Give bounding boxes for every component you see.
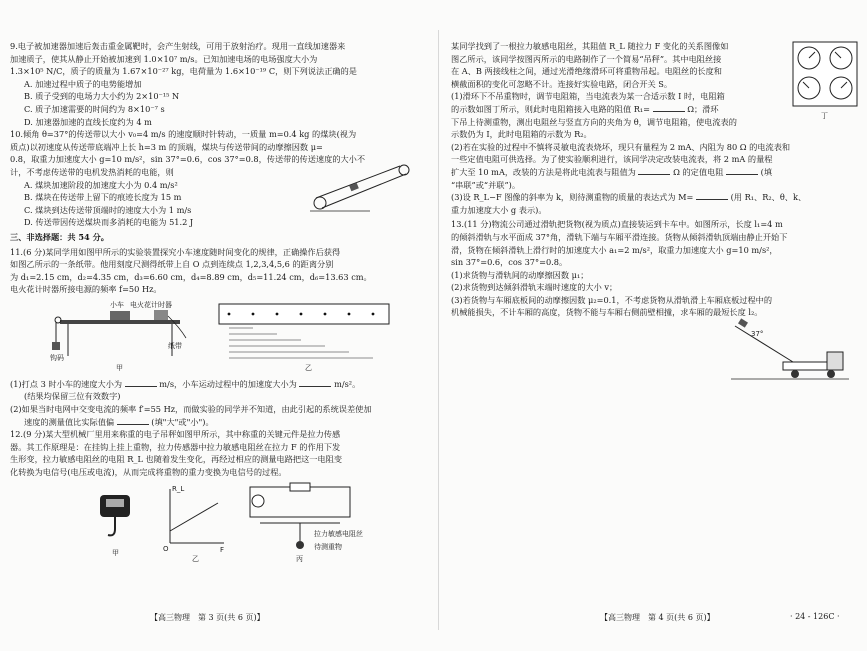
q12-sub3: 重力加速度大小 g 表示)。 [451, 204, 547, 215]
q11-sub1-note: (结果均保留三位有效数字) [24, 391, 121, 402]
q13-stem: sin 37°=0.6，cos 37°=0.8。 [451, 257, 568, 268]
answer-blank[interactable] [117, 416, 149, 425]
q11-stem: 如图乙所示的一条纸带。他用刻度尺测得纸带上自 O 点到连续点 1,2,3,4,5,6 的距离分别 [10, 259, 334, 270]
q10-option-c: C. 煤块到达传送带顶端时的速度大小为 1 m/s [24, 204, 192, 215]
slide-truck-figure [731, 318, 851, 388]
q12-stem: 器。其工作原理是：在挂钩上挂上重物，拉力传感器中拉力敏感电阻丝在拉力 F 的作用下发 [10, 441, 341, 452]
q12-text: 图乙所示，该同学按图丙所示的电路制作了一个简易“吊秤”。其中电阻丝接 [451, 53, 722, 64]
answer-blank[interactable] [125, 378, 157, 387]
exam-code: · 24 - 126C · [790, 612, 840, 621]
q11-stem: 11.(6 分)某同学用如图甲所示的实验装置探究小车速度随时间变化的规律，正确操作后获得 [10, 246, 341, 257]
q13-stem: 滑，货物在倾斜滑轨上滑行时的加速度大小 a₁=2 m/s²，取重力加速度大小 g=10 m/s²， [451, 244, 778, 255]
q11-sub1-text: (1)打点 3 时小车的速度大小为 [10, 378, 123, 389]
q13-sub3: 机械能损失，不计车厢的高度，货物不能与车厢右侧前壁相撞，求车厢的最短长度 l₂。 [451, 307, 763, 318]
q12-text: 横截面积的变化可忽略不计。连接好实验电路，闭合开关 S。 [451, 78, 673, 89]
answer-blank[interactable] [726, 166, 758, 175]
crane-scale-figure [90, 481, 150, 563]
label-timer: 电火花计时器 [130, 300, 172, 309]
label-weight: 待测重物 [314, 542, 342, 551]
q10-option-a: A. 煤块加速阶段的加速度大小为 0.4 m/s² [24, 179, 178, 190]
q12-figures [10, 481, 430, 563]
label-tape: 纸带 [168, 341, 182, 350]
answer-blank[interactable] [696, 191, 728, 200]
q9-option-b: B. 质子受到的电场力大小约为 2×10⁻¹⁵ N [24, 91, 180, 102]
q11-sub1-text: m/s²。 [334, 378, 361, 389]
q12-sub2 [451, 166, 861, 179]
q10-option-b: B. 煤块在传送带上留下的痕迹长度为 15 m [24, 192, 182, 203]
question-13 [451, 218, 861, 339]
q9-option-d: D. 加速器加速的直线长度约为 4 m [24, 116, 152, 127]
q12-sub2-text: 扩大至 10 mA，改装的方法是将此电流表与阻值为 [451, 166, 636, 177]
q11-stem: 为 d₁=2.15 cm，d₂=4.35 cm，d₃=6.60 cm，d₄=8.89 cm，d₅=11.24 cm，d₆=13.63 cm。 [10, 271, 372, 282]
q13-sub3: (3)若货物与车厢底板间的动摩擦因数 μ₂=0.1，不考虑货物从滑轨滑上车厢底板过程中的 [451, 294, 773, 305]
question-9 [10, 40, 430, 128]
answer-blank[interactable] [638, 166, 670, 175]
q10-stem: 10.倾角 θ=37°的传送带以大小 v₀=4 m/s 的速度顺时针转动，一质量 m=0.4 kg 的煤块(视为 [10, 129, 357, 140]
page-4 [451, 40, 861, 339]
circuit-figure [240, 481, 410, 563]
fig-label-bing: 丙 [296, 554, 303, 563]
q10-stem: 计，不考虑传送带的电机发热消耗的电能，则 [10, 166, 174, 177]
axis-x-label: F [220, 545, 225, 554]
q12-sub1: 示数仍为 I，此时电阻箱的示数为 R₂。 [451, 129, 592, 140]
q9-stem: 1.3×10⁵ N/C，质子的质量为 1.67×10⁻²⁷ kg，电荷量为 1.6×10⁻¹⁹ C，则下列说法正确的是 [10, 66, 357, 77]
answer-blank[interactable] [299, 378, 331, 387]
q13-sub1: (1)求货物与滑轨间的动摩擦因数 μ₁； [451, 269, 589, 280]
footer-page-4: 【高三物理 第 4 页(共 6 页)】 [600, 613, 715, 622]
q13-sub2: (2)求货物到达倾斜滑轨末端时速度的大小 v； [451, 282, 618, 293]
page-divider [438, 30, 439, 630]
question-12-continued [451, 40, 861, 216]
fig-label-jia: 甲 [116, 363, 123, 372]
q10-stem: 0.8，取重力加速度大小 g=10 m/s²，sin 37°=0.6，cos 37°=0.8，传送带的传送速度的大小不 [10, 154, 366, 165]
q13-stem: 的倾斜滑轨与水平面成 37°角，滑轨下端与车厢平滑连接。货物从倾斜滑轨顶端由静止开始下 [451, 231, 788, 242]
q9-option-c: C. 质子加速需要的时间约为 8×10⁻⁷ s [24, 103, 165, 114]
q13-stem: 13.(11 分)物流公司通过滑轨把货物(视为质点)直接装运到卡车中。如图所示，长度 l₁=4 m [451, 219, 783, 230]
conveyor-belt-figure [310, 164, 420, 214]
cart-apparatus-figure [50, 298, 190, 376]
paper-tape-figure [215, 298, 395, 376]
q12-sub3-text: (用 R₁、R₂、θ、k、 [730, 192, 807, 203]
question-12 [10, 428, 430, 562]
fig-label-jia: 甲 [112, 548, 119, 557]
q12-sub3-text: (3)设 R_L−F 图像的斜率为 k，则待测重物的质量的表达式为 M= [451, 192, 694, 203]
label-car: 小车 [110, 300, 124, 309]
q9-stem: 9.电子被加速器加速后轰击重金属靶时，会产生射线，可用于放射治疗。现用一直线加速器来 [10, 41, 346, 51]
q9-stem: 加速质子，使其从静止开始被加速到 1.0×10⁷ m/s。已知加速电场的电场强度大小为 [10, 53, 318, 64]
answer-blank[interactable] [653, 103, 685, 112]
page-3 [10, 40, 430, 565]
q11-sub2: (2)如果当时电网中交变电流的频率 f′=55 Hz，而做实验的同学并不知道，由此引起的系统误差使加 [10, 404, 372, 415]
q12-stem: 生形变，拉力敏感电阻丝的电阻 R_L 也随着发生变化，再经过相应的测量电路把这一电阻变 [10, 454, 343, 465]
q12-sub1-text: Ω；滑环 [687, 103, 719, 114]
q12-sub2-text: (填 [760, 166, 773, 177]
q12-text: 某同学找到了一根拉力敏感电阻丝，其阻值 R_L 随拉力 F 变化的关系图像如 [451, 41, 729, 51]
q12-sub2: “串联”或“并联”)。 [451, 179, 521, 190]
section-heading: 三、非选择题：共 54 分。 [10, 231, 109, 242]
q12-sub2: (2)若在实验的过程中不慎将灵敏电流表烧坏，现只有量程为 2 mA、内阻为 80 Ω 的电流表和 [451, 141, 791, 152]
resistance-force-graph [160, 481, 230, 563]
q11-stem: 电火花计时器所接电源的频率 f=50 Hz。 [10, 284, 162, 295]
q12-sub1: 下吊上待测重物，测出电阻丝与竖直方向的夹角为 θ，调节电阻箱，使电流表的 [451, 116, 737, 127]
q11-sub1 [10, 378, 430, 391]
angle-label: 37° [751, 330, 764, 339]
footer-page-3: 【高三物理 第 3 页(共 6 页)】 [150, 613, 265, 622]
q12-sub2: 一些定值电阻可供选择。为了使实验顺利进行，该同学决定改装电流表，将 2 mA 的量程 [451, 154, 773, 165]
q11-sub2 [10, 416, 430, 429]
question-11 [10, 246, 430, 429]
q12-sub1-text: 的示数如图丁所示，则此时电阻箱接入电路的阻值 R₁= [451, 103, 651, 114]
axis-origin: O [163, 544, 169, 553]
label-wire: 拉力敏感电阻丝 [314, 529, 363, 538]
q12-stem: 化转换为电信号(电压或电流)，从而完成将重物的重力变换为电信号的过程。 [10, 467, 287, 478]
q12-sub1: (1)滑环下不吊重物时，调节电阻箱，当电流表为某一合适示数 I 时，电阻箱 [451, 91, 725, 102]
q12-text: 在 A、B 两接线柱之间，通过光滑绝缘滑环可将重物吊起。电阻丝的长度和 [451, 66, 722, 77]
fig-label-yi: 乙 [192, 554, 199, 563]
axis-y-label: R_L [172, 484, 185, 493]
q10-option-d: D. 传送带因传送煤块而多消耗的电能为 51.2 J [24, 217, 194, 228]
fig-label-yi: 乙 [305, 363, 312, 372]
q11-sub2-text: (填"大"或"小")。 [151, 416, 214, 427]
fig-label-ding: 丁 [821, 112, 828, 120]
q9-option-a: A. 加速过程中质子的电势能增加 [24, 78, 142, 89]
q11-figures [10, 298, 430, 376]
label-weight: 钩码 [50, 353, 64, 362]
q10-stem: 质点)以初速度从传送带底端冲上长 h=3 m 的顶端，煤块与传送带间的动摩擦因数 μ= [10, 141, 323, 152]
q11-sub1-text: m/s，小车运动过程中的加速度大小为 [159, 378, 297, 389]
question-10 [10, 128, 430, 229]
resistance-box-figure [791, 40, 861, 122]
q11-sub2-text: 速度的测量值比实际值偏 [24, 416, 115, 427]
q12-sub2-text: Ω 的定值电阻 [673, 166, 724, 177]
q12-sub3 [451, 191, 861, 204]
q12-stem: 12.(9 分)某大型机械厂里用来称重的电子吊秤如图甲所示，其中称重的关键元件是拉力传感 [10, 429, 341, 440]
